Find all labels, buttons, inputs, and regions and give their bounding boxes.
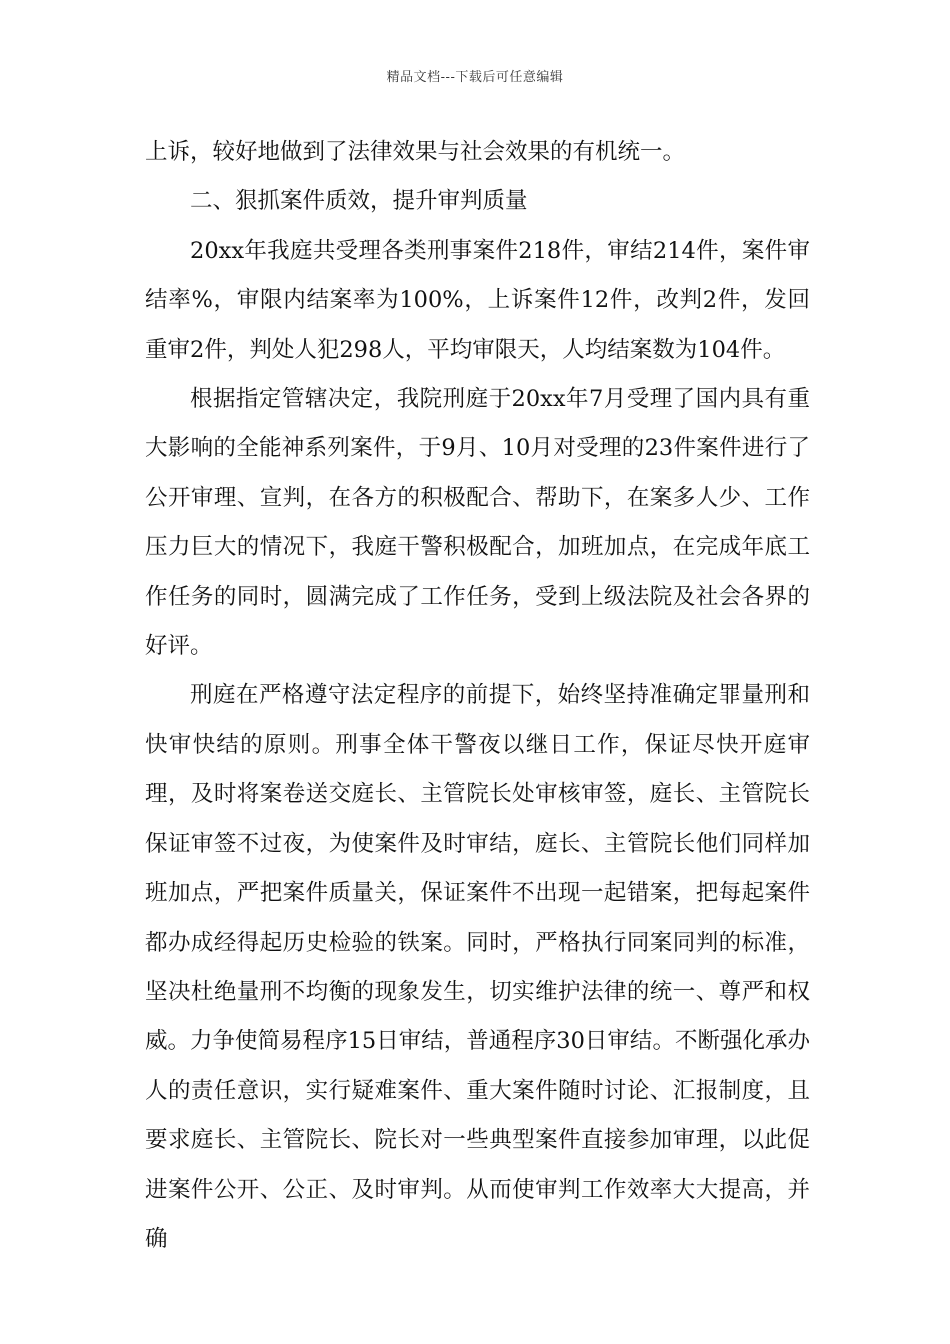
document-body: [145, 128, 810, 1264]
paragraph-jurisdiction: 根据指定管辖决定，我院刑庭于20xx年7月受理了国内具有重大影响的全能神系列案件，于9月、10月对受理的23件案件进行了公开审理、宣判，在各方的积极配合、帮助下，在案多人少、工作压力巨大的情况下，我庭干警积极配合，加班加点，在完成年底工作任务的同时，圆满完成了工作任务，受到上级法院及社会各界的好评。: [145, 386, 810, 660]
paragraph-continuation: 上诉，较好地做到了法律效果与社会效果的有机统一。: [145, 139, 686, 165]
paragraph-procedure: 刑庭在严格遵守法定程序的前提下，始终坚持准确定罪量刑和快审快结的原则。刑事全体干警夜以继日工作，保证尽快开庭审理，及时将案卷送交庭长、主管院长处审核审签，庭长、主管院长保证审签不过夜，为使案件及时审结，庭长、主管院长他们同样加班加点，严把案件质量关，保证案件不出现一起错案，把每起案件都办成经得起历史检验的铁案。同时，严格执行同案同判的标准，坚决杜绝量刑不均衡的现象发生，切实维护法律的统一、尊严和权威。力争使简易程序15日审结，普通程序30日审结。不断强化承办人的责任意识，实行疑难案件、重大案件随时讨论、汇报制度，且要求庭长、主管院长、院长对一些典型案件直接参加审理，以此促进案件公开、公正、及时审判。从而使审判工作效率大大提高，并确: [145, 682, 810, 1252]
page-header: 精品文档---下载后可任意编辑: [386, 70, 564, 85]
section-heading: 二、狠抓案件质效，提升审判质量: [190, 188, 528, 215]
paragraph-statistics: 20xx年我庭共受理各类刑事案件218件，审结214件，案件审结率%，审限内结案率为100%，上诉案件12件，改判2件，发回重审2件，判处人犯298人，平均审限天，人均结案数为104件。: [145, 237, 810, 363]
